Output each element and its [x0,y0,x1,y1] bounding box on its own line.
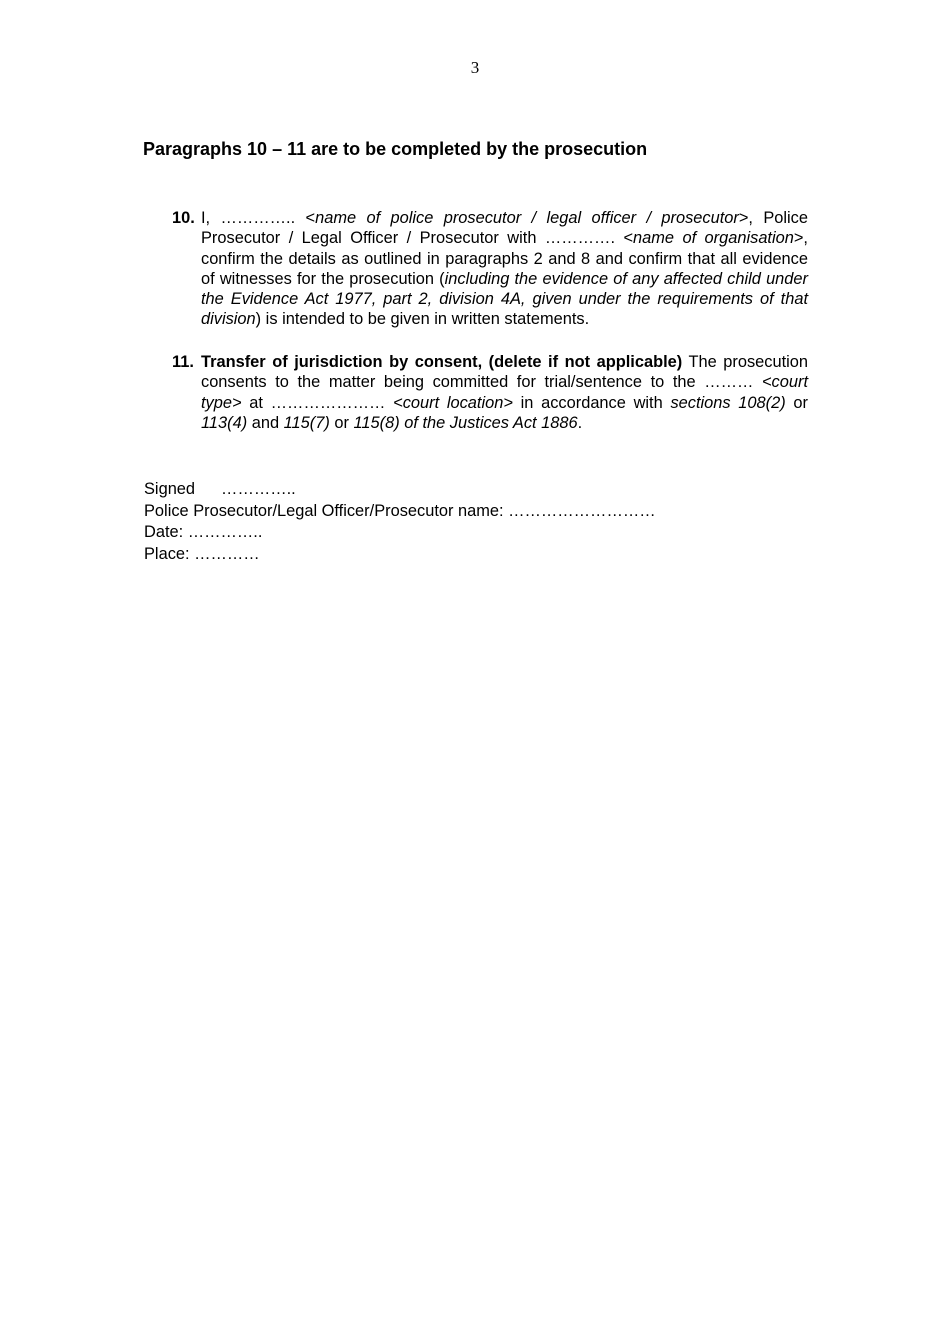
p10-text-3: >, confirm the details as outlined in paragraphs 2 and 8 and confirm that all evidence of witnesses for the prosecution ( [201,229,808,288]
signature-block [144,479,656,565]
p10-text-2: >, Police Prosecutor / Legal Officer / Prosecutor with …………. < [201,209,808,248]
p11-text-4: or [785,393,808,412]
p10-placeholder-prosecutor-name: name of police prosecutor / legal officer / prosecutor [315,209,739,227]
place-line[interactable]: Place: ………… [144,544,260,563]
signed-line [144,479,656,501]
paragraph-10-number: 10. [172,209,195,227]
paragraph-11-body [201,352,808,433]
section-heading: Paragraphs 10 – 11 are to be completed by the prosecution [143,139,648,159]
signed-field[interactable]: ………….. [221,480,296,498]
prosecutor-name-line[interactable]: Police Prosecutor/Legal Officer/Prosecutor name: ……………………… [144,501,656,520]
p11-text-5: and [247,413,284,432]
p10-evidence-clause: including the evidence of any affected child under the Evidence Act 1977, part 2, division 4A, given under the requirements of that division [201,269,808,329]
p11-section-108: sections 108(2) [670,393,786,412]
p11-text-1: The prosecution consents to the matter being committed for trial/sentence to the ……… [201,353,808,392]
p11-text-2: at ………………… [241,393,394,412]
paragraph-10 [172,208,808,330]
p11-section-115-8: 115(8) of the Justices Act 1886 [353,413,578,432]
p11-section-115-7: 115(7) [283,413,330,432]
p11-placeholder-court-type: <court type> [201,373,808,412]
paragraph-11-number: 11. [172,353,194,371]
paragraph-11 [172,352,808,433]
p11-text-6: or [329,413,354,432]
p10-text-1: I, ………….. < [201,209,316,227]
p10-placeholder-organisation: name of organisation [633,229,794,248]
p11-text-7: . [577,413,583,432]
p11-text-3: in accordance with [512,393,671,412]
p11-title: Transfer of jurisdiction by consent, (delete if not applicable) [201,353,683,371]
date-line[interactable]: Date: ………….. [144,523,263,541]
page-number: 3 [470,58,480,77]
signed-label: Signed [144,480,196,498]
p10-text-4: ) is intended to be given in written statements. [255,310,590,329]
paragraph-10-body [201,208,808,330]
p11-placeholder-court-location: <court location> [393,393,513,412]
p11-section-113: 113(4) [201,413,248,432]
